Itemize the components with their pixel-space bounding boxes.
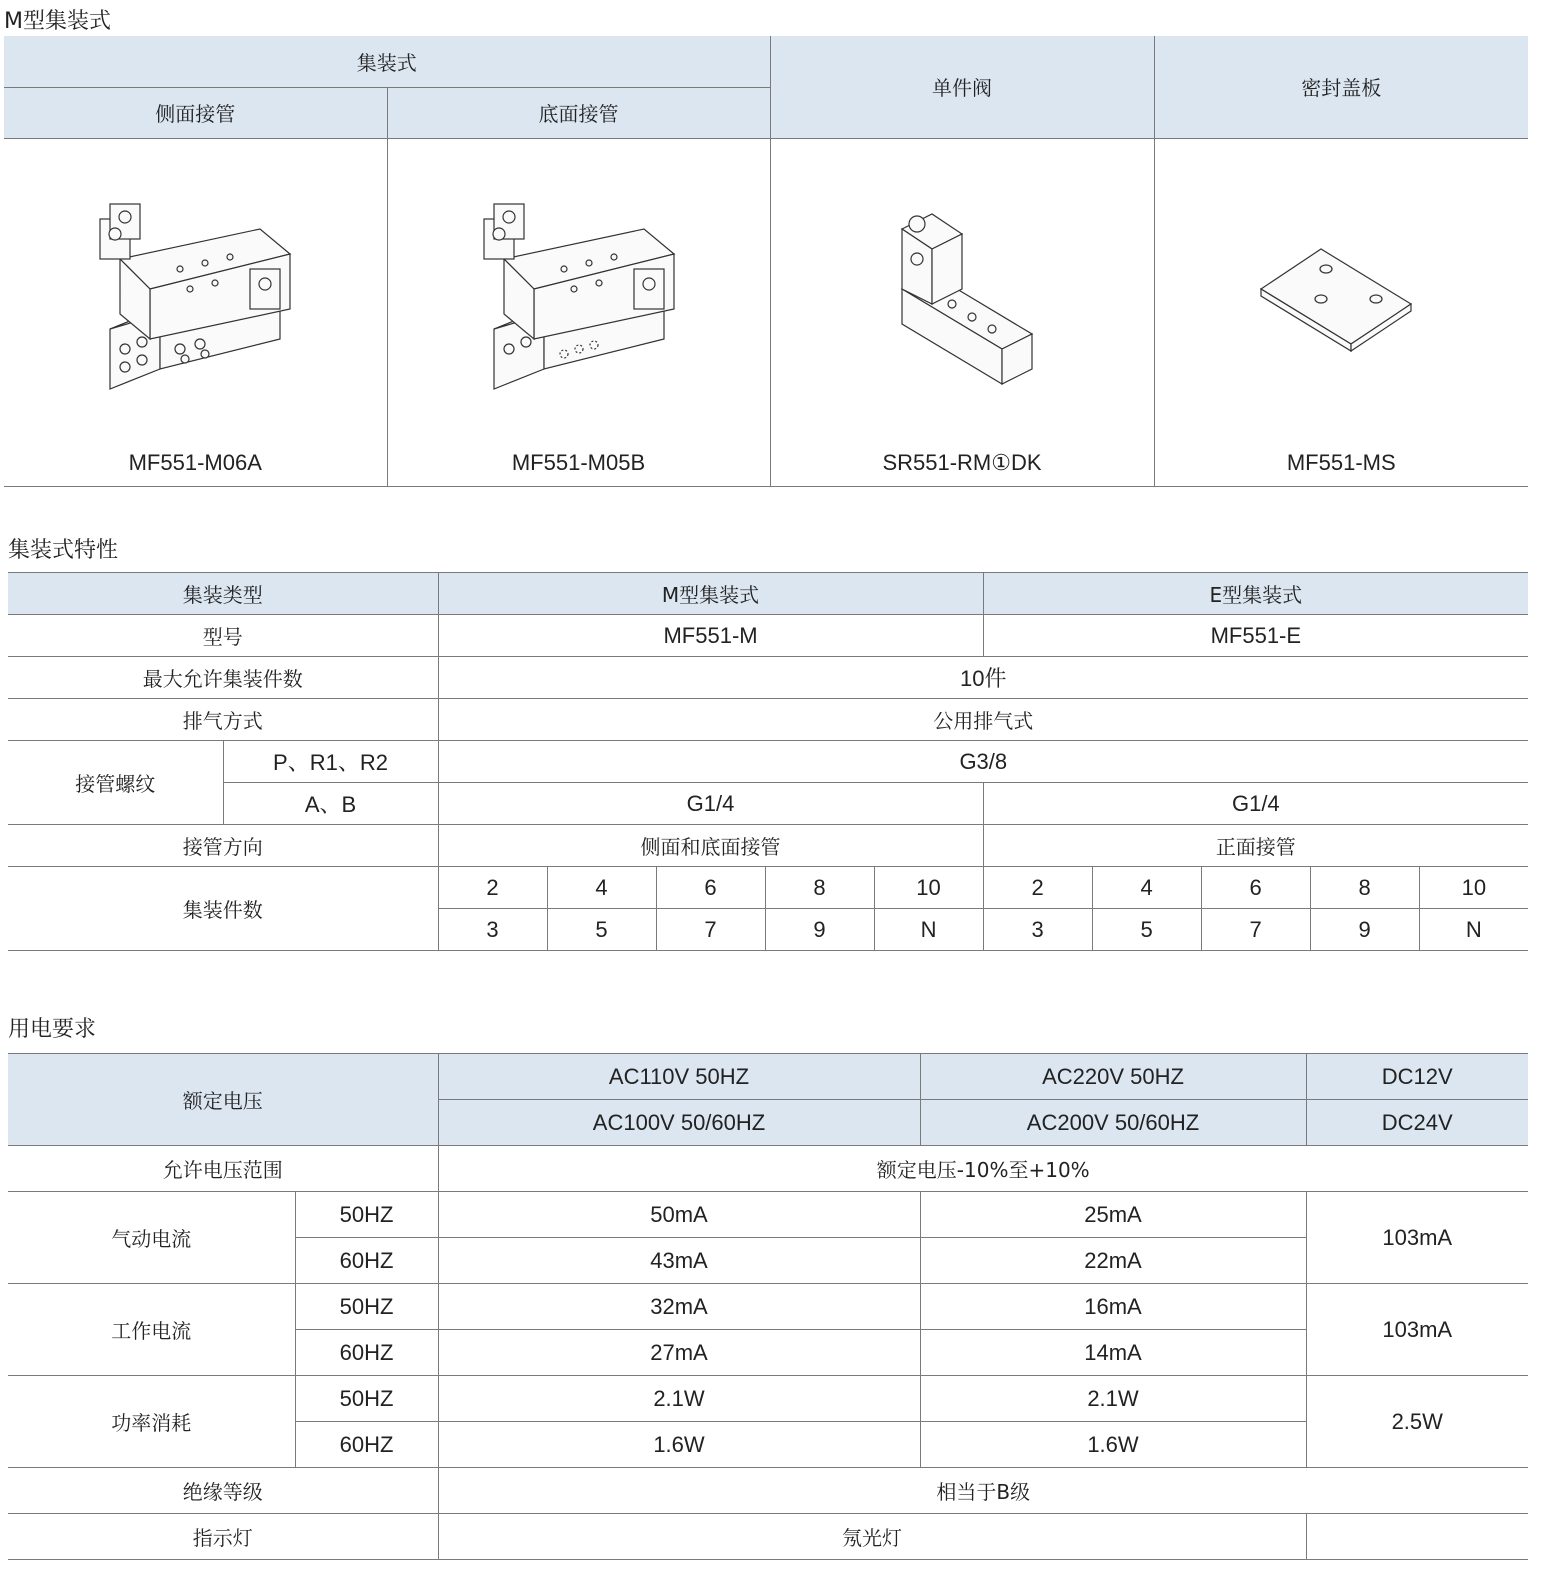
count-label: 集装件数 [8,867,438,951]
product-model: MF551-MS [1286,449,1396,475]
count-cell: 7 [1201,909,1310,951]
count-cell: 9 [1310,909,1419,951]
e-type-header: E型集装式 [983,573,1528,615]
freq-60: 60HZ [295,1238,438,1284]
header-bottom-piping: 底面接管 [387,87,770,138]
freq-60: 60HZ [295,1330,438,1376]
working-ac220-50: 16mA [920,1284,1306,1330]
count-cell: 9 [765,909,874,951]
startup-current-label: 气动电流 [8,1192,295,1284]
power-dc: 2.5W [1306,1376,1528,1468]
power-ac110-60: 1.6W [438,1422,920,1468]
type-label: 集装类型 [8,573,438,615]
startup-ac110-50: 50mA [438,1192,920,1238]
seal-cover-plate-drawing-icon [1251,199,1431,399]
manifold-side-piping-drawing-icon [90,199,300,399]
product-cell [770,138,1154,486]
count-cell: 2 [438,867,547,909]
count-cell: 6 [656,867,765,909]
voltage-ac110: AC110V 50HZ [438,1054,920,1100]
power-label: 功率消耗 [8,1376,295,1468]
freq-60: 60HZ [295,1422,438,1468]
section-title-characteristics: 集装式特性 [8,538,119,563]
startup-dc: 103mA [1306,1192,1528,1284]
voltage-dc12: DC12V [1306,1054,1528,1100]
count-cell: N [1419,909,1528,951]
header-manifold: 集装式 [4,36,770,87]
header-seal-cover: 密封盖板 [1154,36,1528,138]
power-ac220-60: 1.6W [920,1422,1306,1468]
startup-ac220-50: 25mA [920,1192,1306,1238]
count-cell: 2 [983,867,1092,909]
count-cell: 6 [1201,867,1310,909]
direction-label: 接管方向 [8,825,438,867]
count-cell: N [874,909,983,951]
max-count-value: 10件 [438,657,1528,699]
insulation-value: 相当于B级 [438,1468,1528,1514]
count-cell: 3 [983,909,1092,951]
header-side-piping: 侧面接管 [4,87,387,138]
product-model: SR551-RM①DK [882,449,1042,475]
section-title-m-manifold: M型集装式 [4,9,111,34]
voltage-dc24: DC24V [1306,1100,1528,1146]
single-solenoid-valve-drawing-icon [872,199,1052,399]
model-label: 型号 [8,615,438,657]
count-cell: 3 [438,909,547,951]
thread-label: 接管螺纹 [8,741,223,825]
e-ab-value: G1/4 [983,783,1528,825]
product-model: MF551-M05B [511,449,646,475]
indicator-value: 氖光灯 [438,1514,1306,1560]
freq-50: 50HZ [295,1376,438,1422]
voltage-range-label: 允许电压范围 [8,1146,438,1192]
count-cell: 7 [656,909,765,951]
e-model: MF551-E [983,615,1528,657]
insulation-label: 绝缘等级 [8,1468,438,1514]
count-cell: 5 [1092,909,1201,951]
m-type-header: M型集装式 [438,573,983,615]
ports-pr-value: G3/8 [438,741,1528,783]
power-ac220-50: 2.1W [920,1376,1306,1422]
product-cell [1154,138,1528,486]
count-cell: 8 [1310,867,1419,909]
ports-pr-label: P、R1、R2 [223,741,438,783]
freq-50: 50HZ [295,1284,438,1330]
section-title-electrical: 用电要求 [8,1017,97,1042]
count-cell: 4 [547,867,656,909]
product-table [4,36,1528,487]
indicator-dc-empty [1306,1514,1528,1560]
ports-ab-label: A、B [223,783,438,825]
product-cell [387,138,770,486]
count-cell: 5 [547,909,656,951]
product-model: MF551-M06A [128,449,262,475]
freq-50: 50HZ [295,1192,438,1238]
exhaust-value: 公用排气式 [438,699,1528,741]
voltage-range-value: 额定电压-10%至+10% [438,1146,1528,1192]
voltage-ac200: AC200V 50/60HZ [920,1100,1306,1146]
header-single-valve: 单件阀 [770,36,1154,138]
e-direction: 正面接管 [983,825,1528,867]
count-cell: 10 [1419,867,1528,909]
max-count-label: 最大允许集装件数 [8,657,438,699]
m-model: MF551-M [438,615,983,657]
characteristics-table [8,572,1528,951]
product-cell [4,138,387,486]
rated-voltage-label: 额定电压 [8,1054,438,1146]
working-dc: 103mA [1306,1284,1528,1376]
m-ab-value: G1/4 [438,783,983,825]
exhaust-label: 排气方式 [8,699,438,741]
voltage-ac100: AC100V 50/60HZ [438,1100,920,1146]
startup-ac110-60: 43mA [438,1238,920,1284]
working-ac110-50: 32mA [438,1284,920,1330]
voltage-ac220: AC220V 50HZ [920,1054,1306,1100]
working-ac220-60: 14mA [920,1330,1306,1376]
electrical-table [8,1053,1528,1560]
count-cell: 4 [1092,867,1201,909]
power-ac110-50: 2.1W [438,1376,920,1422]
m-direction: 侧面和底面接管 [438,825,983,867]
working-ac110-60: 27mA [438,1330,920,1376]
working-current-label: 工作电流 [8,1284,295,1376]
manifold-bottom-piping-drawing-icon [474,199,684,399]
startup-ac220-60: 22mA [920,1238,1306,1284]
count-cell: 10 [874,867,983,909]
count-cell: 8 [765,867,874,909]
indicator-label: 指示灯 [8,1514,438,1560]
